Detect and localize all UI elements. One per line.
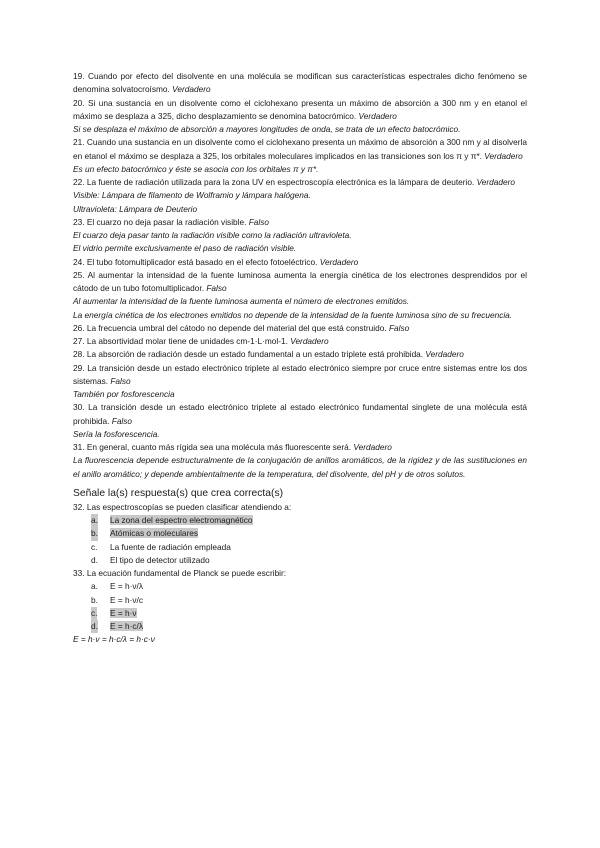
statement-text: 19. Cuando por efecto del disolvente en una molécula se modifican sus características espectrales dicho fenómeno se denomina solvatocroísmo. <box>73 71 527 95</box>
answer-explanation: También por fosforescencia <box>73 389 175 399</box>
statement <box>73 216 527 229</box>
option-letter: d. <box>91 554 98 565</box>
option-letter: c. <box>91 607 97 620</box>
statement <box>73 348 527 361</box>
q33-options <box>73 580 527 633</box>
statement-answer: Verdadero <box>172 84 211 95</box>
statement-text: 20. Si una sustancia en un disolvente como el ciclohexano presenta un máximo de absorción a 300 nm y en etanol el máximo se desplaza a 325, dicho desplazamiento se denomina batocrómico. <box>73 97 527 121</box>
statement-text: 23. El cuarzo no deja pasar la radiación visible. <box>73 216 249 227</box>
option-text: E = h·c/λ <box>110 621 143 631</box>
statement-text: 28. La absorción de radiación desde un estado fundamental a un estado triplete está prohibida. <box>73 349 426 360</box>
statement <box>73 176 527 189</box>
option-letter: c. <box>91 541 98 552</box>
statement <box>73 136 527 163</box>
option-text: E = h·ν/λ <box>110 581 143 592</box>
statement <box>73 441 527 454</box>
statement-answer: Verdadero <box>476 177 516 187</box>
statement-answer: Verdadero <box>290 336 329 346</box>
option-letter: d. <box>91 620 98 633</box>
statement-text: 29. La transición desde un estado electrónico triplete al estado electrónico siempre por cruce entre sistemas entre los dos sistemas. <box>73 362 527 386</box>
statement-text: 26. La frecuencia umbral del cátodo no depende del material del que está construido. <box>73 322 389 333</box>
option-letter: b. <box>91 527 98 540</box>
statement-answer: Verdadero <box>358 110 397 121</box>
statement <box>73 70 527 97</box>
answer-explanation: Si se desplaza el máximo de absorción a mayores longitudes de onda, se trata de un efecto batocrómico. <box>73 124 461 134</box>
document-page <box>73 70 527 647</box>
statement-text: 21. Cuando una sustancia en un disolvente como el ciclohexano presenta un máximo de absorción a 300 nm y al disolverla en etanol el máximo se desplaza a 325, los orbitales moleculares implicados en las transiciones son los π y π*. <box>73 137 527 161</box>
statement-answer: Verdadero <box>353 442 392 452</box>
q33-option <box>73 620 527 633</box>
statement <box>73 269 527 296</box>
statement-text: 24. El tubo fotomultiplicador está basado en el efecto fotoeléctrico. <box>73 256 320 267</box>
option-letter: a. <box>91 581 98 592</box>
option-text: Atómicas o moleculares <box>110 528 199 539</box>
q32-option <box>73 554 527 567</box>
statement-answer: Verdadero <box>425 349 464 360</box>
q33-option <box>73 607 527 620</box>
answer-explanation: Sería la fosforescencia. <box>73 428 160 439</box>
statement <box>73 362 527 389</box>
answer-explanation: Visible: Lámpara de filamento de Wolframio y lámpara halógena. <box>73 190 311 201</box>
q32-option <box>73 514 527 527</box>
statement-answer: Falso <box>110 375 131 386</box>
answer-explanation: El cuarzo deja pasar tanto la radiación visible como la radiación ultravioleta. <box>73 230 352 240</box>
statement <box>73 256 527 269</box>
section-title: Señale la(s) respuesta(s) que crea correcta(s) <box>73 487 284 499</box>
q32-option <box>73 541 527 554</box>
option-text: E = h·ν <box>110 607 137 618</box>
option-text: La fuente de radiación empleada <box>110 541 231 552</box>
statement-text: 27. La absortividad molar tiene de unidades cm-1·L·mol-1. <box>73 336 291 346</box>
statements-list <box>73 70 527 481</box>
q32-options <box>73 514 527 567</box>
statement-answer: Falso <box>388 322 410 333</box>
option-letter: b. <box>91 594 98 605</box>
statement-text: 25. Al aumentar la intensidad de la fuente luminosa aumenta la energía cinética de los electrones desprendidos por el cátodo de un tubo fotomultiplicador. <box>73 269 527 293</box>
statement-text: 31. En general, cuanto más rígida sea una molécula más fluorescente será. <box>73 442 354 452</box>
statement-answer: Verdadero <box>319 256 359 267</box>
statement <box>73 97 527 124</box>
answer-explanation: Ultravioleta: Lámpara de Deuterio <box>73 203 198 214</box>
statement <box>73 401 527 428</box>
option-letter: a. <box>91 514 98 527</box>
statement-answer: Falso <box>206 283 227 293</box>
statement-text: 30. La transición desde un estado electrónico triplete al estado electrónico fundamental singlete de una molécula está prohibida. <box>73 402 527 426</box>
option-text: E = h·ν/c <box>110 594 143 605</box>
q33-option <box>73 594 527 607</box>
statement <box>73 335 527 348</box>
answer-explanation: Al aumentar la intensidad de la fuente luminosa aumenta el número de electrones emitidos. <box>73 296 410 307</box>
answer-explanation: La fluorescencia depende estructuralmente de la conjugación de anillos aromáticos, de la rigidez y de las sustituciones en el anillo aromático; y depende ambientalmente de la temperatura, del disolvente, del pH y de otros solutos. <box>73 455 527 479</box>
q32-question: 32. Las espectroscopías se pueden clasificar atendiendo a: <box>73 501 292 512</box>
q33-question: 33. La ecuación fundamental de Planck se puede escribir: <box>73 568 287 578</box>
statement-text: 22. La fuente de radiación utilizada para la zona UV en espectroscopía electrónica es la lámpara de deuterio. <box>73 177 477 187</box>
q33-note: E = h·ν = h·c/λ = h·c·ν <box>73 634 155 645</box>
answer-explanation: La energía cinética de los electrones emitidos no depende de la intensidad de la fuente luminosa sino de su frecuencia. <box>73 309 513 320</box>
q32-option <box>73 527 527 540</box>
statement-answer: Falso <box>248 216 270 227</box>
answer-explanation: El vidrio permite exclusivamente el paso de radiación visible. <box>73 243 297 254</box>
answer-explanation: Es un efecto batocrómico y éste se asocia con los orbitales π y π*. <box>73 163 319 174</box>
statement-answer: Falso <box>111 415 133 426</box>
statement-answer: Verdadero <box>484 150 523 161</box>
statement <box>73 322 527 335</box>
option-text: El tipo de detector utilizado <box>110 554 210 565</box>
option-text: La zona del espectro electromagnético <box>110 515 253 525</box>
q33-option <box>73 580 527 593</box>
